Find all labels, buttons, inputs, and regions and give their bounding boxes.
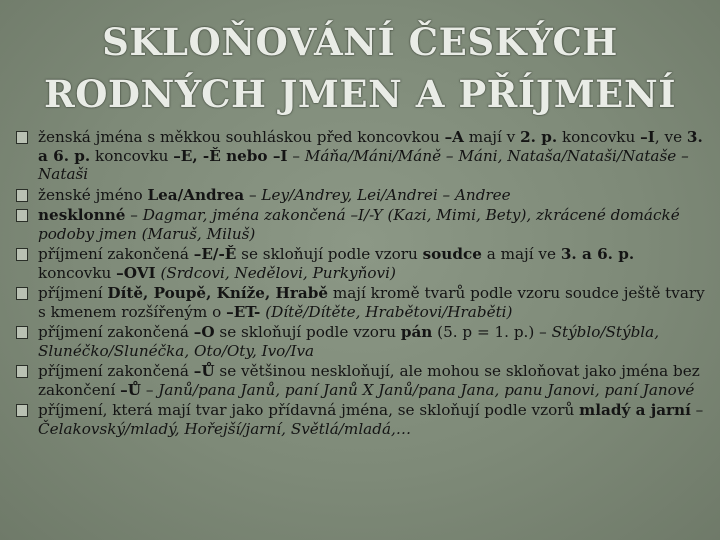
bold-text: –E/-Ě: [193, 245, 237, 263]
body-text: mají v: [463, 128, 521, 146]
body-text: –: [287, 146, 305, 165]
bullet-item: [14, 206, 712, 243]
body-text: příjmení: [38, 284, 108, 302]
square-bullet-icon: [16, 365, 28, 378]
bold-text: pán: [400, 323, 433, 341]
body-text: se skloňují podle vzoru: [236, 245, 423, 263]
body-text: příjmení, která mají tvar jako přídavná jména, se skloňují podle vzorů: [38, 401, 580, 419]
bold-text: –Ů: [193, 362, 215, 380]
bullet-list: [14, 128, 712, 440]
square-bullet-icon: [16, 287, 28, 300]
bold-text: Dítě, Poupě, Kníže, Hrabě: [107, 284, 328, 302]
bullet-item: [14, 284, 712, 321]
body-text: mají kromě tvarů podle vzoru soudce ještě tvary s kmenem rozšířeným o: [38, 284, 705, 321]
bold-text: Lea/Andrea: [147, 185, 245, 204]
body-text: (5. p = 1. p.) –: [432, 323, 552, 341]
body-text: koncovku: [38, 263, 117, 282]
bold-text: –ET-: [226, 302, 261, 321]
example-text: (Dítě/Dítěte, Hrabětovi/Hraběti): [265, 302, 513, 321]
bold-text: 2. p.: [520, 128, 558, 146]
bold-text: soudce: [422, 245, 482, 263]
bullet-item: [14, 401, 712, 438]
example-text: Stýblo/Stýbla, Slunéčko/Slunéčka, Oto/Oty, Ivo/Iva: [38, 323, 660, 360]
bold-text: –I: [640, 128, 655, 146]
bold-text: –E, -Ě nebo –I: [173, 146, 288, 165]
example-text: Ley/Andrey, Lei/Andrei – Andree: [261, 185, 511, 204]
body-text: se skloňují podle vzoru: [214, 323, 401, 341]
bold-text: 3. a 6. p.: [560, 245, 635, 263]
example-text: Janů/pana Janů, paní Janů X Janů/pana Jana, panu Janovi, paní Janové: [158, 380, 695, 399]
body-text: koncovku: [557, 128, 641, 146]
bold-text: –A: [444, 128, 464, 146]
body-text: ženská jména s měkkou souhláskou před koncovkou: [38, 128, 445, 146]
body-text: –: [690, 401, 704, 419]
bullet-item: [14, 323, 712, 360]
square-bullet-icon: [16, 189, 28, 202]
body-text: –: [125, 206, 143, 224]
square-bullet-icon: [16, 209, 28, 222]
square-bullet-icon: [16, 326, 28, 339]
square-bullet-icon: [16, 248, 28, 261]
body-text: a mají ve: [481, 245, 561, 263]
title-line-1: SKLOŇOVÁNÍ ČESKÝCH: [102, 20, 618, 64]
square-bullet-icon: [16, 404, 28, 417]
bold-text: –Ů: [120, 380, 141, 399]
bold-text: nesklonné: [38, 206, 126, 224]
body-text: příjmení zakončená: [38, 323, 194, 341]
body-text: příjmení zakončená: [38, 362, 194, 380]
bullet-item: [14, 245, 712, 282]
example-text: Čelakovský/mladý, Hořejší/jarní, Světlá/mladá,…: [38, 419, 412, 438]
body-text: koncovku: [90, 146, 174, 165]
body-text: , ve: [654, 128, 687, 146]
bold-text: 3. a 6. p.: [38, 128, 703, 165]
slide-title: [0, 16, 720, 120]
body-text: příjmení zakončená: [38, 245, 194, 263]
bold-text: –OVI: [116, 263, 156, 282]
body-text: –: [141, 380, 159, 399]
bullet-item: [14, 186, 712, 205]
body-text: ženské jméno: [38, 185, 148, 204]
bold-text: –O: [193, 323, 215, 341]
body-text: se většinou neskloňují, ale mohou se skloňovat jako jména bez zakončení: [38, 362, 700, 399]
bullet-item: [14, 128, 712, 184]
body-text: –: [244, 185, 262, 204]
example-text: (Srdcovi, Nedělovi, Purkyňovi): [160, 263, 396, 282]
example-text: Máňa/Máni/Máně – Máni, Nataša/Nataši/Nataše – Nataši: [38, 146, 689, 183]
title-line-2: RODNÝCH JMEN A PŘÍJMENÍ: [43, 72, 677, 116]
bullet-item: [14, 362, 712, 399]
example-text: Dagmar, jména zakončená –I/-Y (Kazi, Mimi, Bety), zkrácené domácké podoby jmen (Maruš, Miluš): [38, 206, 680, 243]
square-bullet-icon: [16, 131, 28, 144]
bold-text: mladý a jarní: [579, 401, 691, 419]
